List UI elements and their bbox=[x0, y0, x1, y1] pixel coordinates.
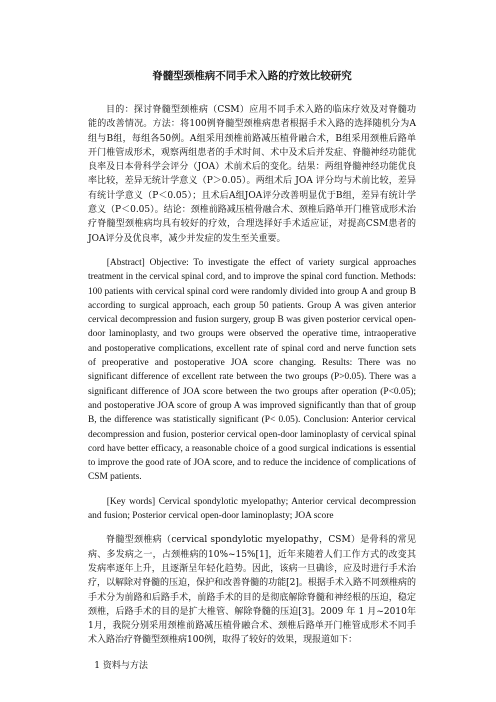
abstract-chinese: 目的：探讨脊髓型颈椎病（CSM）应用不同手术入路的临床疗效及对脊髓功能的改善情况。方法：将100例脊髓型颈椎病患者根据手术入路的选择随机分为A组与B组，每组各50例。A组采用颈椎前路减压植骨融合术，B组采用颈椎后路单开门椎管成形术，观察两组患者的手术时间、术中及术后并发症、脊髓神经功能优良率及日本骨科学会评分（JOA）术前术后的变化。结果：两组脊髓神经功能优良率比较，差异无统计学意义（P＞0.05）。两组术后 JOA 评分均与术前比较，差异有统计学意义（P＜0.05）；且术后A组JOA评分改善明显优于B组，差异有统计学意义（P＜0.05）。结论：颈椎前路减压植骨融合术、颈椎后路单开门椎管成形术治疗脊髓型颈椎病均具有较好的疗效，合理选择好手术适应证，对提高CSM患者的JOA评分及优良率，减少并发症的发生至关重要。 bbox=[88, 105, 416, 244]
paper-title: 脊髓型颈椎病不同手术入路的疗效比较研究 bbox=[152, 70, 352, 82]
keywords-english: [Key words] Cervical spondylotic myelopathy; Anterior cervical decompression and fusion; Posterior cervical open-door laminoplasty; JOA score bbox=[88, 496, 416, 522]
spacer bbox=[88, 246, 416, 256]
abstract-english: [Abstract] Objective: To investigate the effect of variety surgical approaches treatment in the cervical spinal cord, and to improve the spinal cord function. Methods: 100 patients with cervical spinal cord were randomly divided into group A and group B according to surgical approach, each group 50 patients. Group A was given anterior cervical decompression and fusion surgery, group B was given posterior cervical open-door laminoplasty, and two groups were observed the operative time, intraoperative and postoperative complications, excellent rate of spinal cord and nerve function sets of preoperative and postoperative JOA score changing. Results: There was no significant difference of excellent rate between the two groups (P>0.05). There was a significant difference of JOA score between the two groups after operation (P<0.05); and postoperative JOA score of group A was improved significantly than that of group B, the difference was statistically significant (P< 0.05). Conclusion: Anterior cervical decompression and fusion, posterior cervical open-door laminoplasty of cervical spinal cord have better efficacy, a reasonable choice of a good surgical indications is essential to improve the good rate of JOA score, and to reduce the incidence of complications of CSM patients. bbox=[88, 257, 416, 483]
spacer bbox=[88, 485, 416, 495]
section-heading-materials-methods: 1 资料与方法 bbox=[94, 660, 148, 671]
spacer bbox=[88, 523, 416, 533]
introduction-paragraph: 脊髓型颈椎病（cervical spondylotic myelopathy，CSM）是骨科的常见病、多发病之一，占颈椎病的10%~15%[1]，近年来随着人们工作方式的改变其发病率逐年上升，且逐渐呈年轻化趋势。因此，该病一旦确诊，应及时进行手术治疗，以解除对脊髓的压迫，保护和改善脊髓的功能[2]。根据手术入路不同颈椎病的手术分为前路和后路手术，前路手术的目的是彻底解除脊髓和神经根的压迫，稳定颈椎，后路手术的目的是扩大椎管、解除脊髓的压迫[3]。2009 年 1 月~2010年1月，我院分别采用颈椎前路减压植骨融合术、颈椎后路单开门椎管成形术不同手术入路治疗脊髓型颈椎病100例，取得了较好的效果，现报道如下： bbox=[88, 535, 416, 646]
